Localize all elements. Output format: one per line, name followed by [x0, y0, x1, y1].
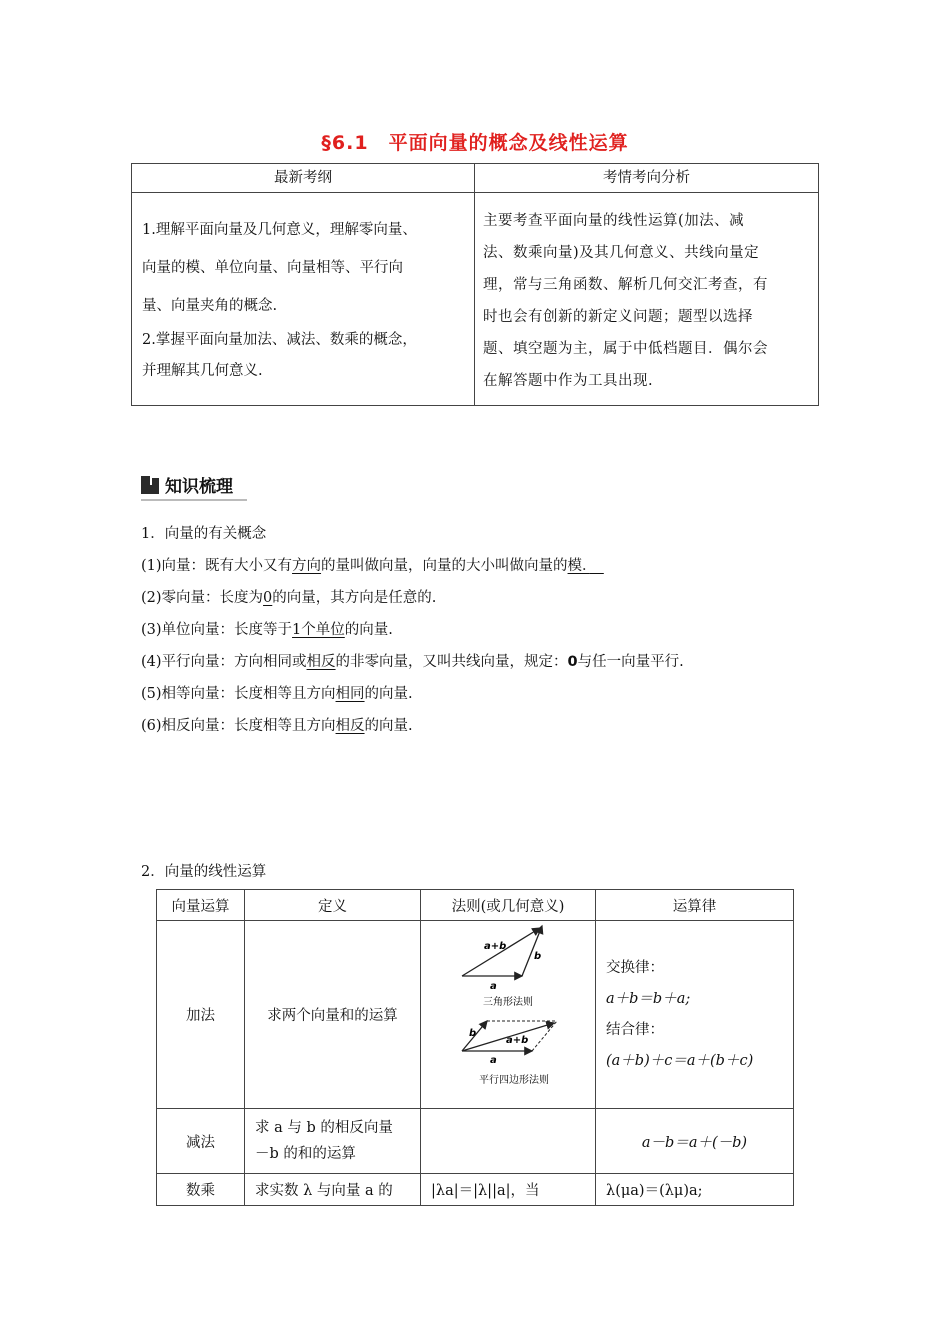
page-title: §6.1 平面向量的概念及线性运算: [321, 132, 629, 154]
analysis-line: 主要考查平面向量的线性运算(加法、减: [483, 213, 745, 229]
analysis-line: 在解答题中作为工具出现.: [483, 373, 654, 389]
analysis-line: 时也会有创新的新定义问题；题型以选择: [483, 309, 753, 325]
subtraction-definition: 求 a 与 b 的相反向量 －b 的和的运算: [245, 1109, 421, 1174]
concept-vector: (1)向量：既有大小又有方向的量叫做向量，向量的大小叫做向量的模．: [141, 558, 590, 574]
tri-label-sum: a+b: [484, 941, 507, 952]
linear-heading: 2．向量的线性运算: [141, 864, 267, 880]
tri-caption: 三角形法则: [483, 997, 533, 1008]
syllabus-item-2-line-1: 2.掌握平面向量加法、减法、数乘的概念，: [142, 332, 417, 348]
subtraction-name: 减法: [157, 1109, 245, 1174]
subtraction-rule: [421, 1109, 596, 1174]
para-caption: 平行四边形法则: [479, 1075, 549, 1086]
concept-opposite-vector: (6)相反向量：长度相等且方向相反的向量.: [141, 718, 413, 734]
addition-diagram-svg: [422, 921, 594, 1104]
para-label-a: a: [490, 1055, 497, 1066]
syllabus-item-1-line-1: 1.理解平面向量及几何意义，理解零向量、: [142, 222, 417, 238]
concept-equal-vector: (5)相等向量：长度相等且方向相同的向量.: [141, 686, 413, 702]
scalar-law: λ(μa)＝(λμ)a;: [596, 1174, 794, 1206]
concept-zero-vector: (2)零向量：长度为0的向量，其方向是任意的.: [141, 590, 437, 606]
syllabus-item-1-line-2: 向量的模、单位向量、向量相等、平行向: [142, 260, 403, 276]
analysis-line: 题、填空题为主，属于中低档题目．偶尔会: [483, 341, 768, 357]
scalar-rule: |λa|＝|λ||a|，当: [421, 1174, 596, 1206]
addition-name: 加法: [157, 921, 245, 1109]
subtraction-law: a－b＝a＋(－b): [596, 1109, 794, 1174]
analysis-header: 考情考向分析: [475, 164, 819, 193]
syllabus-content: [132, 193, 475, 406]
law-associative-label: 结合律：: [606, 1021, 664, 1038]
analysis-content: [475, 193, 819, 406]
scalar-definition: 求实数 λ 与向量 a 的: [245, 1174, 421, 1206]
syllabus-item-2-line-2: 并理解其几何意义.: [142, 363, 263, 379]
section-underline: [141, 499, 247, 501]
linear-operations-table: [156, 889, 794, 1206]
syllabus-item-1-line-3: 量、向量夹角的概念.: [142, 298, 278, 314]
law-commutative: a＋b＝b＋a;: [606, 990, 691, 1007]
section-title: 知识梳理: [165, 477, 233, 497]
syllabus-table: [131, 163, 819, 406]
col-header-law: 运算律: [596, 890, 794, 921]
tri-label-b: b: [534, 951, 542, 962]
concept-parallel-vector: (4)平行向量：方向相同或相反的非零向量，又叫共线向量，规定：0与任一向量平行.: [141, 654, 684, 670]
scalar-name: 数乘: [157, 1174, 245, 1206]
syllabus-header: 最新考纲: [132, 164, 475, 193]
tri-label-a: a: [490, 981, 497, 992]
col-header-definition: 定义: [245, 890, 421, 921]
law-associative: (a＋b)＋c＝a＋(b＋c): [606, 1052, 754, 1069]
law-commutative-label: 交换律：: [606, 959, 664, 976]
analysis-line: 理，常与三角函数、解析几何交汇考查，有: [483, 277, 768, 293]
col-header-operation: 向量运算: [157, 890, 245, 921]
col-header-rule: 法则(或几何意义): [421, 890, 596, 921]
analysis-line: 法、数乘向量)及其几何意义、共线向量定: [483, 245, 760, 261]
tri-vector-sum: [462, 928, 540, 976]
addition-diagram: [421, 921, 596, 1109]
addition-definition: 求两个向量和的运算: [245, 921, 421, 1109]
addition-laws: [596, 921, 794, 1109]
para-label-b: b: [469, 1028, 477, 1039]
concepts-heading: 1．向量的有关概念: [141, 526, 267, 542]
concept-unit-vector: (3)单位向量：长度等于1个单位的向量.: [141, 622, 393, 638]
para-label-sum: a+b: [506, 1035, 529, 1046]
